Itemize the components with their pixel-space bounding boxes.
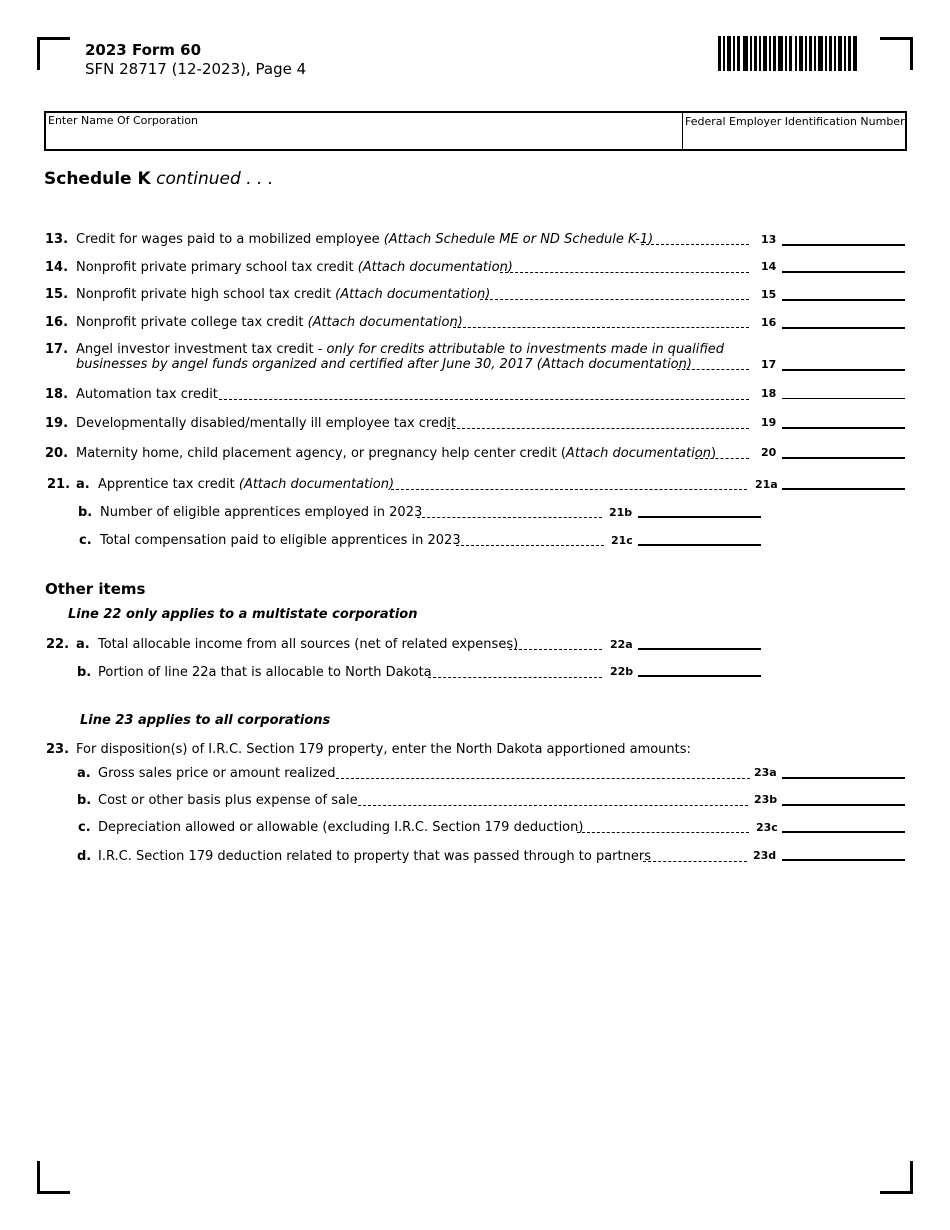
line-23d-letter: d. [77,849,92,864]
form-subtitle: SFN 28717 (12-2023), Page 4 [85,60,307,78]
line-16-label: Nonprofit private college tax credit (Attach documentation) [76,315,463,330]
line-21a-leader [391,489,747,490]
line-21c-leader [456,545,604,546]
line-17-amount-field[interactable] [782,369,905,371]
line-21a-amount-field[interactable] [782,488,905,490]
line-22-note: Line 22 only applies to a multistate corporation [68,607,418,622]
line-21b-leader [417,517,602,518]
line-18-amount-field[interactable] [782,398,905,399]
line-21c-label: Total compensation paid to eligible apprentices in 2023 [100,533,461,548]
line-22a-label: Total allocable income from all sources (net of related expenses) [98,637,519,652]
line-22-number: 22. [46,637,70,652]
line-23a-amount-field[interactable] [782,777,905,779]
line-18-label: Automation tax credit [76,387,218,402]
line-13-code: 13 [761,233,777,246]
line-17-number: 17. [45,342,69,357]
line-15-leader [480,299,749,300]
line-17-code: 17 [761,358,777,371]
line-16-amount-field[interactable] [782,327,905,329]
line-18-code: 18 [761,387,777,400]
line-14-amount-field[interactable] [782,271,905,273]
line-17-label-cont: businesses by angel funds organized and certified after June 30, 2017 (Attach documentation) [76,357,692,372]
line-23b-leader [358,805,748,806]
line-23b-amount-field[interactable] [782,804,905,806]
line-21a-label: Apprentice tax credit (Attach documentation) [98,477,395,492]
line-13-number: 13. [45,232,69,247]
line-23d-leader [643,861,747,862]
line-23b-code: 23b [754,793,778,806]
corporation-name-field[interactable] [46,113,683,149]
line-21b-letter: b. [78,505,93,520]
line-23d-code: 23d [753,849,777,862]
line-23a-leader [336,778,750,779]
corner-mark-bottom-left [37,1161,70,1194]
other-items-heading: Other items [45,580,146,598]
line-23-note: Line 23 applies to all corporations [80,713,331,728]
line-18-leader [219,399,749,400]
corporation-id-box [44,111,907,151]
line-15-code: 15 [761,288,777,301]
line-21c-letter: c. [79,533,92,548]
form-title: 2023 Form 60 [85,41,202,59]
line-17-label: Angel investor investment tax credit - only for credits attributable to investments made in qualified [76,342,725,357]
line-23c-letter: c. [78,820,91,835]
fein-label: Federal Employer Identification Number [685,115,905,128]
line-22b-letter: b. [77,665,92,680]
line-21c-amount-field[interactable] [638,544,761,546]
line-22b-code: 22b [610,665,634,678]
corner-mark-bottom-right [880,1161,913,1194]
line-21c-code: 21c [611,534,633,547]
line-22a-leader [509,649,602,650]
line-23b-letter: b. [77,793,92,808]
line-23b-label: Cost or other basis plus expense of sale [98,793,358,808]
line-13-label: Credit for wages paid to a mobilized employee (Attach Schedule ME or ND Schedule K-1) [76,232,654,247]
line-23d-amount-field[interactable] [782,859,905,861]
line-21b-label: Number of eligible apprentices employed in 2023 [100,505,423,520]
line-14-leader [500,272,749,273]
corner-mark-top-left [37,37,70,70]
line-22a-code: 22a [610,638,633,651]
line-14-number: 14. [45,260,69,275]
line-22b-leader [428,677,602,678]
line-16-code: 16 [761,316,777,329]
schedule-title [44,169,273,189]
line-23d-label: I.R.C. Section 179 deduction related to property that was passed through to partners [98,849,651,864]
corporation-name-label: Enter Name Of Corporation [48,114,198,127]
line-23-label: For disposition(s) of I.R.C. Section 179 property, enter the North Dakota apportioned amounts: [76,742,691,757]
line-21a-letter: a. [76,477,90,492]
line-19-leader [447,428,749,429]
line-15-number: 15. [45,287,69,302]
line-20-label: Maternity home, child placement agency, or pregnancy help center credit (Attach documentation) [76,446,717,461]
line-21b-code: 21b [609,506,633,519]
schedule-name: Schedule K [44,169,151,189]
line-20-leader [695,458,749,459]
line-14-code: 14 [761,260,777,273]
line-19-amount-field[interactable] [782,427,905,429]
line-14-label: Nonprofit private primary school tax credit (Attach documentation) [76,260,513,275]
line-23a-letter: a. [77,766,91,781]
corner-mark-top-right [880,37,913,70]
barcode [718,36,858,71]
line-20-amount-field[interactable] [782,457,905,459]
line-17-leader [677,369,749,370]
line-16-number: 16. [45,315,69,330]
line-20-code: 20 [761,446,777,459]
line-23c-label: Depreciation allowed or allowable (excluding I.R.C. Section 179 deduction) [98,820,584,835]
line-23-number: 23. [46,742,70,757]
line-15-amount-field[interactable] [782,299,905,301]
line-21b-amount-field[interactable] [638,516,761,518]
line-22a-amount-field[interactable] [638,648,761,650]
line-23c-code: 23c [756,821,778,834]
line-16-leader [453,327,749,328]
line-21a-code: 21a [755,478,778,491]
line-23c-amount-field[interactable] [782,831,905,833]
line-23c-leader [577,832,749,833]
line-22a-letter: a. [76,637,90,652]
line-21-number: 21. [47,477,71,492]
line-19-code: 19 [761,416,777,429]
line-22b-amount-field[interactable] [638,675,761,677]
line-23a-code: 23a [754,766,777,779]
line-20-number: 20. [45,446,69,461]
line-15-label: Nonprofit private high school tax credit (Attach documentation) [76,287,491,302]
fein-field[interactable] [683,113,905,149]
line-18-number: 18. [45,387,69,402]
line-19-number: 19. [45,416,69,431]
line-23a-label: Gross sales price or amount realized [98,766,336,781]
schedule-continued: continued . . . [156,169,274,189]
line-22b-label: Portion of line 22a that is allocable to North Dakota [98,665,432,680]
line-13-leader [641,244,749,245]
line-19-label: Developmentally disabled/mentally ill employee tax credit [76,416,456,431]
line-13-amount-field[interactable] [782,244,905,246]
